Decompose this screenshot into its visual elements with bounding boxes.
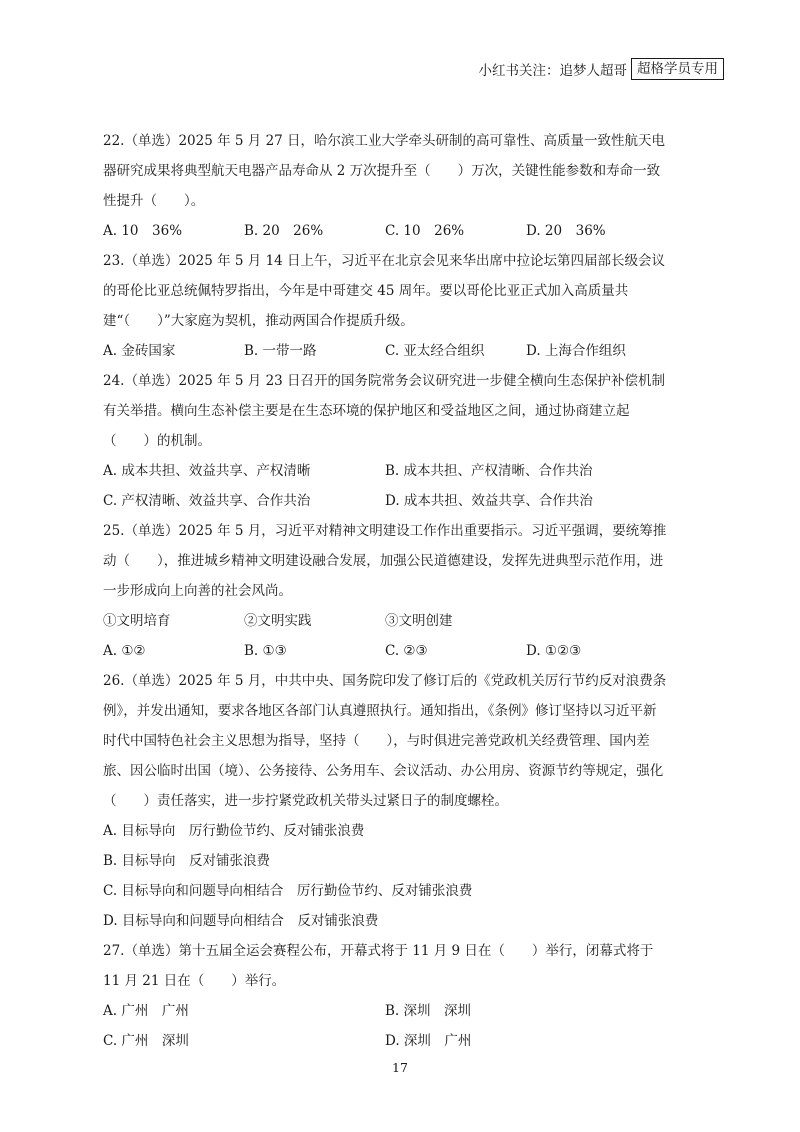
options-row [103, 996, 668, 1026]
question-23 [103, 246, 668, 366]
options-row [103, 486, 668, 516]
question-27 [103, 936, 668, 1056]
options-row [103, 216, 668, 246]
option-b: B. 目标导向 反对铺张浪费 [103, 853, 271, 869]
option-d: D. 20 36% [526, 223, 606, 239]
option-a: A. 目标导向 厉行勤俭节约、反对铺张浪费 [103, 823, 365, 839]
question-stem: 27.（单选）第十五届全运会赛程公布，开幕式将于 11 月 9 日在（ ）举行，闭幕式将于 11 月 21 日在（ ）举行。 [103, 943, 654, 989]
page-number: 17 [392, 1060, 408, 1075]
question-stem: 24.（单选）2025 年 5 月 23 日召开的国务院常务会议研究进一步健全横向生态保护补偿机制有关举措。横向生态补偿主要是在生态环境的保护地区和受益地区之间，通过协商建立起（ ）的机制。 [103, 373, 666, 449]
question-26 [103, 666, 668, 936]
option-a: A. 金砖国家 [103, 343, 176, 359]
statement-items [103, 606, 668, 636]
question-stem: 22.（单选）2025 年 5 月 27 日，哈尔滨工业大学牵头研制的高可靠性、高质量一致性航天电器研究成果将典型航天电器产品寿命从 2 万次提升至（ ）万次，关键性能参数和寿命一致性提升（ ）。 [103, 133, 666, 209]
option-b: B. 成本共担、产权清晰、合作共治 [385, 463, 593, 479]
option-c: C. 目标导向和问题导向相结合 厉行勤俭节约、反对铺张浪费 [103, 883, 473, 899]
option-a: A. ①② [103, 643, 146, 659]
option-d: D. ①②③ [526, 643, 582, 659]
statement-1: ①文明培育 [103, 613, 171, 629]
question-24 [103, 366, 668, 516]
question-25 [103, 516, 668, 666]
option-b: B. 深圳 深圳 [385, 1003, 472, 1019]
question-stem: 23.（单选）2025 年 5 月 14 日上午，习近平在北京会见来华出席中拉论坛第四届部长级会议的哥伦比亚总统佩特罗指出，今年是中哥建交 45 周年。要以哥伦比亚正式加入高质量共建“（ ）”大家庭为契机，推动两国合作提质升级。 [103, 253, 666, 329]
option-c: C. 亚太经合组织 [385, 343, 485, 359]
option-a: A. 成本共担、效益共享、产权清晰 [103, 463, 311, 479]
question-stem: 25.（单选）2025 年 5 月，习近平对精神文明建设工作作出重要指示。习近平强调，要统筹推动（ ），推进城乡精神文明建设融合发展，加强公民道德建设，发挥先进典型示范作用，进一步形成向上向善的社会风尚。 [103, 523, 667, 599]
option-c: C. 10 26% [385, 223, 465, 239]
option-b: B. 一带一路 [244, 343, 317, 359]
option-b: B. 20 26% [244, 223, 324, 239]
option-a: A. 广州 广州 [103, 1003, 189, 1019]
question-22 [103, 126, 668, 246]
header-tag: 超格学员专用 [631, 58, 724, 80]
option-d: D. 目标导向和问题导向相结合 反对铺张浪费 [103, 913, 379, 929]
statement-2: ②文明实践 [244, 613, 312, 629]
option-d: D. 深圳 广州 [385, 1033, 472, 1049]
option-d: D. 成本共担、效益共享、合作共治 [385, 493, 593, 509]
option-b: B. ①③ [244, 643, 287, 659]
option-c: C. 广州 深圳 [103, 1033, 189, 1049]
header-brand: 小红书关注：追梦人超哥 [478, 63, 627, 79]
option-a: A. 10 36% [103, 223, 183, 239]
page-header [479, 58, 725, 80]
options-row [103, 336, 668, 366]
option-c: C. ②③ [385, 643, 428, 659]
options-row [103, 456, 668, 486]
option-d: D. 上海合作组织 [526, 343, 626, 359]
question-stem: 26.（单选）2025 年 5 月，中共中央、国务院印发了修订后的《党政机关厉行节约反对浪费条例》，并发出通知，要求各地区各部门认真遵照执行。通知指出，《条例》修订坚持以习近平新时代中国特色社会主义思想为指导，坚持（ ），与时俱进完善党政机关经费管理、国内差旅、因公临时出国（境）、公务接待、公务用车、会议活动、办公用房、资源节约等规定，强化（ ）责任落实，进一步拧紧党政机关带头过紧日子的制度螺栓。 [103, 673, 667, 809]
question-list [103, 126, 668, 1056]
options-row [103, 1026, 668, 1056]
statement-3: ③文明创建 [385, 613, 453, 629]
option-c: C. 产权清晰、效益共享、合作共治 [103, 493, 311, 509]
options-row [103, 636, 668, 666]
